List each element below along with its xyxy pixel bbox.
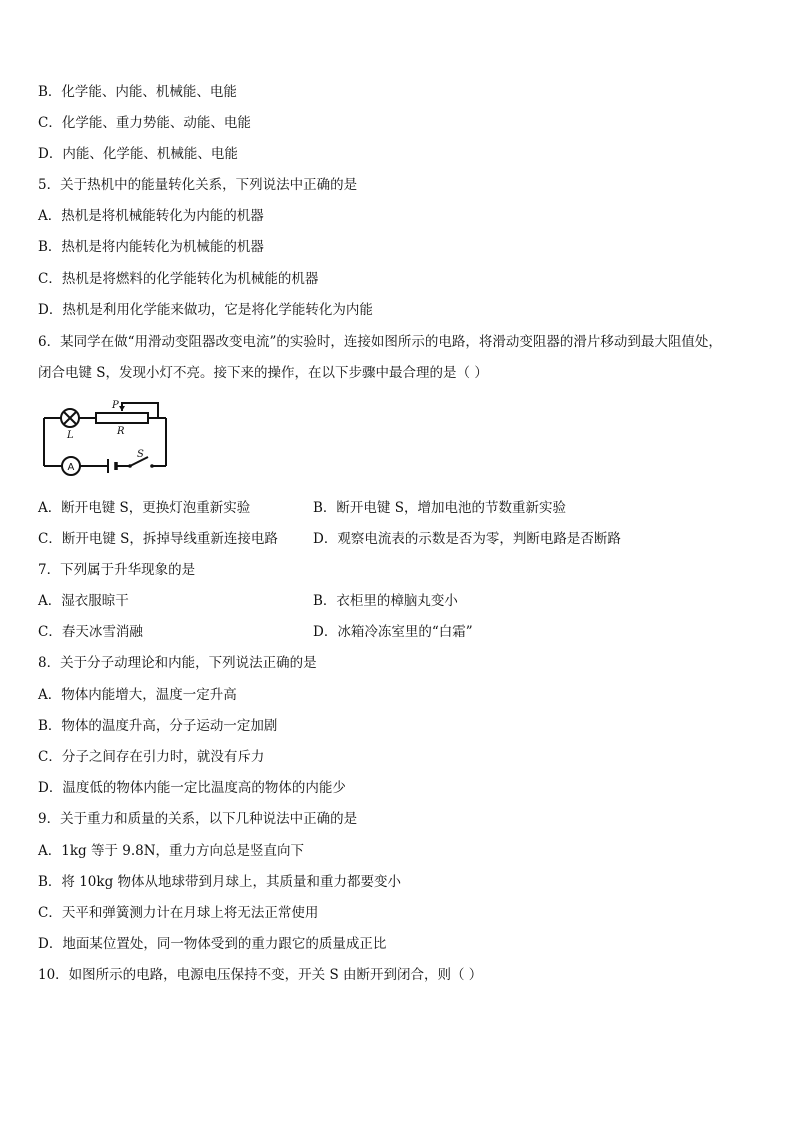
- lamp-label: L: [67, 430, 74, 441]
- q6-stem-line-2: 闭合电键 S，发现小灯不亮。接下来的操作，在以下步骤中最合理的是（ ）: [38, 365, 488, 381]
- q10-stem: 10．如图所示的电路，电源电压保持不变，开关 S 由断开到闭合，则（ ）: [38, 967, 483, 983]
- q7-option-c: C．春天冰雪消融: [38, 624, 143, 640]
- resistor-symbol: [96, 413, 148, 423]
- switch-label: S: [137, 449, 144, 460]
- q5-option-a: A．热机是将机械能转化为内能的机器: [38, 208, 264, 224]
- q6-stem-line-1: 6．某同学在做“用滑动变阻器改变电流”的实验时，连接如图所示的电路，将滑动变阻器的滑片移动到最大阻值处，: [38, 334, 722, 350]
- q5-option-b: B．热机是将内能转化为机械能的机器: [38, 239, 264, 255]
- q7-option-d: D．冰箱冷冻室里的“白霜”: [313, 624, 473, 640]
- q9-option-b: B．将 10kg 物体从地球带到月球上，其质量和重力都要变小: [38, 874, 402, 890]
- circuit-diagram: [38, 398, 178, 478]
- q4-option-c: C．化学能、重力势能、动能、电能: [38, 115, 251, 131]
- q6-option-a: A．断开电键 S，更换灯泡重新实验: [38, 500, 251, 516]
- q8-stem: 8．关于分子动理论和内能，下列说法正确的是: [38, 655, 317, 671]
- q8-option-c: C．分子之间存在引力时，就没有斥力: [38, 749, 265, 765]
- q8-option-d: D．温度低的物体内能一定比温度高的物体的内能少: [38, 780, 346, 796]
- q9-option-c: C．天平和弹簧测力计在月球上将无法正常使用: [38, 905, 319, 921]
- q6-option-d: D．观察电流表的示数是否为零，判断电路是否断路: [313, 531, 621, 547]
- switch-contact: [128, 464, 132, 468]
- ammeter-label: A: [67, 462, 75, 473]
- q9-option-a: A．1kg 等于 9.8N，重力方向总是竖直向下: [38, 843, 305, 859]
- slider-wire: [122, 403, 158, 418]
- q4-option-d: D．内能、化学能、机械能、电能: [38, 146, 238, 162]
- switch-contact: [150, 464, 154, 468]
- q5-stem: 5．关于热机中的能量转化关系，下列说法中正确的是: [38, 177, 358, 193]
- q8-option-b: B．物体的温度升高，分子运动一定加剧: [38, 718, 278, 734]
- slider-label: P: [112, 400, 119, 411]
- q5-option-c: C．热机是将燃料的化学能转化为机械能的机器: [38, 271, 319, 287]
- q5-option-d: D．热机是利用化学能来做功，它是将化学能转化为内能: [38, 302, 373, 318]
- q4-option-b: B．化学能、内能、机械能、电能: [38, 84, 237, 100]
- q7-stem: 7．下列属于升华现象的是: [38, 562, 196, 578]
- resistor-label: R: [117, 426, 125, 437]
- slider-arrow-icon: [119, 406, 125, 411]
- q6-option-b: B．断开电键 S，增加电池的节数重新实验: [313, 500, 566, 516]
- q7-option-b: B．衣柜里的樟脑丸变小: [313, 593, 458, 609]
- q9-option-d: D．地面某位置处，同一物体受到的重力跟它的质量成正比: [38, 936, 387, 952]
- q9-stem: 9．关于重力和质量的关系，以下几种说法中正确的是: [38, 811, 358, 827]
- q6-option-c: C．断开电键 S，拆掉导线重新连接电路: [38, 531, 278, 547]
- q7-option-a: A．湿衣服晾干: [38, 593, 129, 609]
- q8-option-a: A．物体内能增大，温度一定升高: [38, 687, 237, 703]
